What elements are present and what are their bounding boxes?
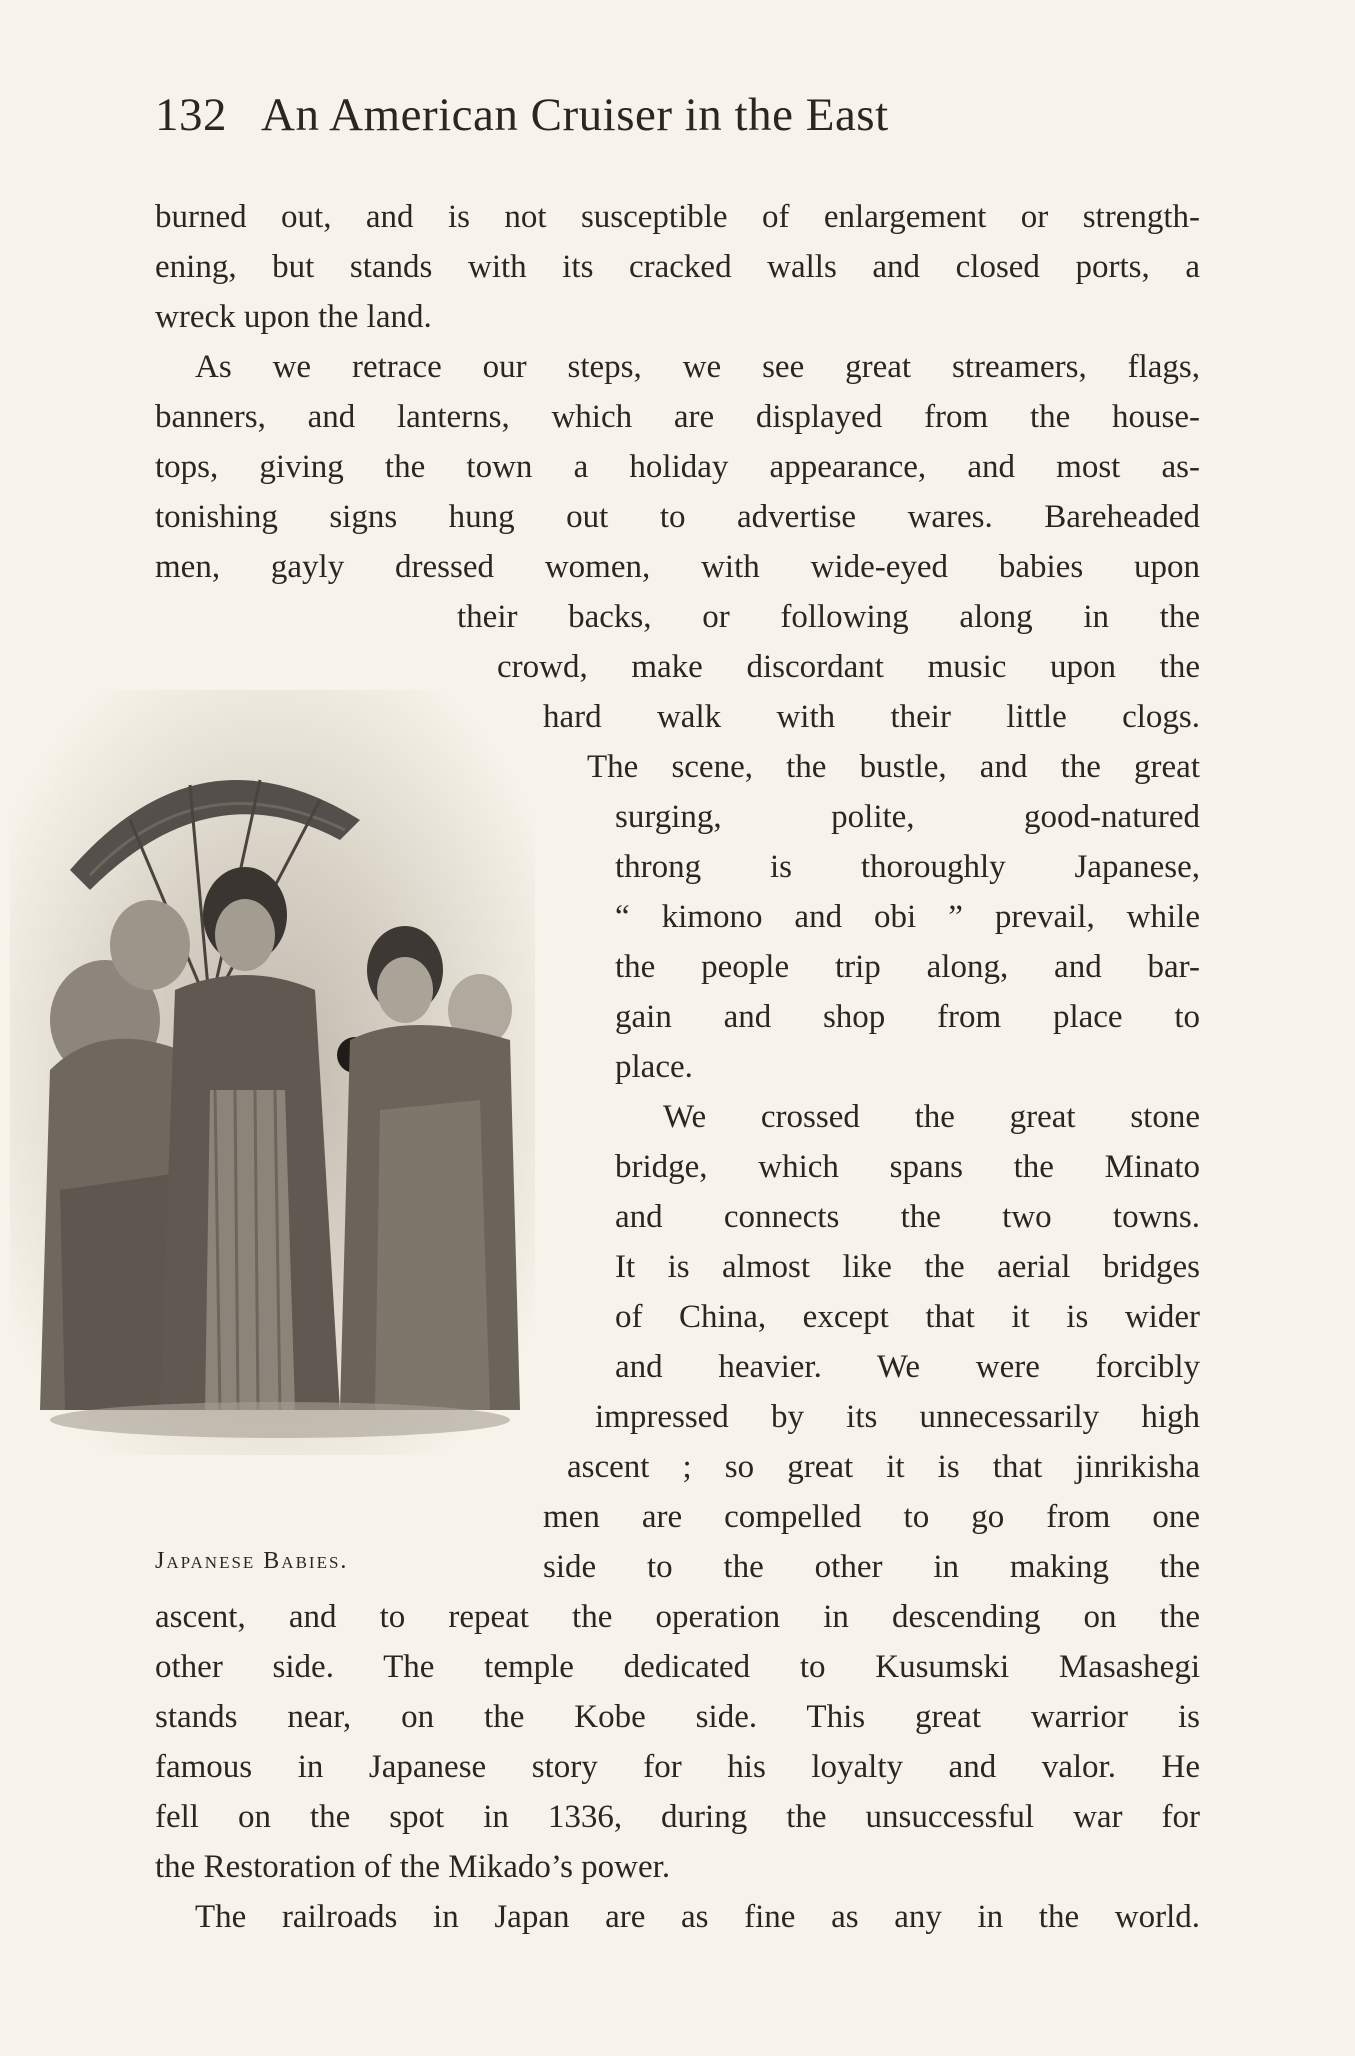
text-line: throng is thoroughly Japanese, [615,849,1200,885]
text-line: burned out, and is not susceptible of enlargement or strength- [155,199,1200,235]
photo-illustration [10,690,535,1455]
text-line: bridge, which spans the Minato [615,1149,1200,1185]
text-line: place. [615,1049,693,1085]
text-line: impressed by its unnecessarily high [595,1399,1200,1435]
text-line: of China, except that it is wider [615,1299,1200,1335]
text-line: ascent, and to repeat the operation in descending on the [155,1599,1200,1635]
text-line: famous in Japanese story for his loyalty and valor. He [155,1749,1200,1785]
text-line: As we retrace our steps, we see great streamers, flags, [195,349,1200,385]
text-line: We crossed the great stone [663,1099,1200,1135]
text-line: banners, and lanterns, which are displayed from the house- [155,399,1200,435]
text-line: ascent ; so great it is that jinrikisha [567,1449,1200,1485]
running-title: An American Cruiser in the East [261,89,889,141]
text-line: men, gayly dressed women, with wide-eyed babies upon [155,549,1200,585]
page-number: 132 [155,89,227,141]
running-header [155,88,1105,148]
text-line: ening, but stands with its cracked walls and closed ports, a [155,249,1200,285]
text-line: tonishing signs hung out to advertise wares. Bareheaded [155,499,1200,535]
text-line: side to the other in making the [543,1549,1200,1585]
text-line: It is almost like the aerial bridges [615,1249,1200,1285]
text-line: the Restoration of the Mikado’s power. [155,1849,671,1885]
text-line: tops, giving the town a holiday appearance, and most as- [155,449,1200,485]
text-line: other side. The temple dedicated to Kusumski Masashegi [155,1649,1200,1685]
text-line: gain and shop from place to [615,999,1200,1035]
text-line: The scene, the bustle, and the great [587,749,1200,785]
text-line: and heavier. We were forcibly [615,1349,1200,1385]
text-line: “ kimono and obi ” prevail, while [615,899,1200,935]
text-line: crowd, make discordant music upon the [497,649,1200,685]
text-line: the people trip along, and bar- [615,949,1200,985]
text-line: their backs, or following along in the [457,599,1200,635]
text-line: men are compelled to go from one [543,1499,1200,1535]
text-line: stands near, on the Kobe side. This great warrior is [155,1699,1200,1735]
text-line: surging, polite, good-natured [615,799,1200,835]
figure-caption: Japanese Babies. [155,1548,349,1574]
text-line: wreck upon the land. [155,299,432,335]
text-line: The railroads in Japan are as fine as any in the world. [195,1899,1200,1935]
text-line: and connects the two towns. [615,1199,1200,1235]
text-line: fell on the spot in 1336, during the unsuccessful war for [155,1799,1200,1835]
text-line: hard walk with their little clogs. [543,699,1200,735]
photo-japanese-babies [10,690,535,1455]
